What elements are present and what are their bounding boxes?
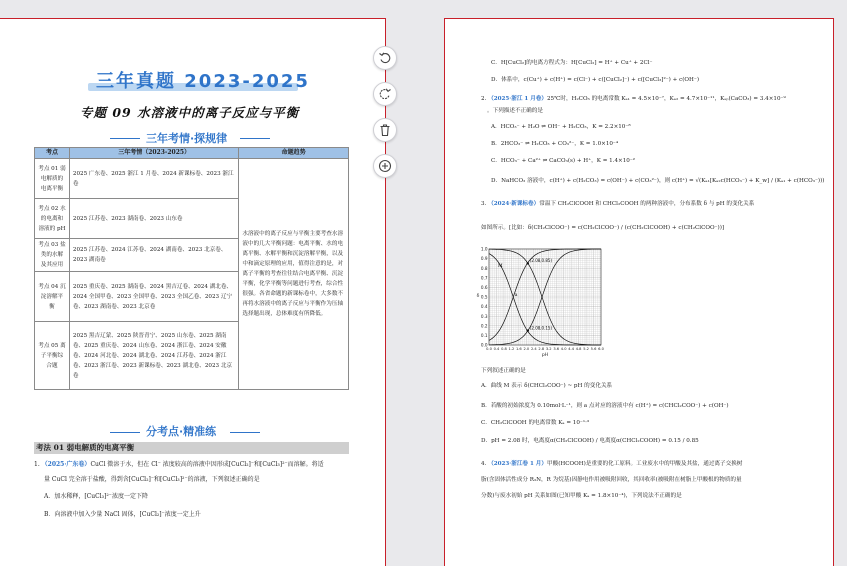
x-tick-label: 6.0	[598, 347, 604, 351]
section-decoration-right	[240, 138, 270, 139]
x-tick-label: 1.6	[516, 347, 522, 351]
rotate-right-icon	[378, 87, 392, 101]
x-tick-label: 0.8	[501, 347, 507, 351]
x-axis-label: pH	[541, 353, 549, 358]
x-tick-label: 0.0	[486, 347, 492, 351]
question-number: 3.	[481, 201, 487, 207]
question-4	[481, 460, 742, 469]
y-tick-label: 0.3	[480, 313, 488, 319]
section-title-practice: 分考点·精准练	[146, 425, 217, 438]
question-text: 脂(含固体活性成分 R₃N，R 为烷基)因静电作用被吸附回收，其回收率(被吸附在树脂上甲酸根的物质的量	[481, 477, 742, 483]
x-tick-label: 5.6	[590, 347, 597, 351]
question-1: 1. （2025·广东卷）CuCl 微溶于水，但在 Cl⁻ 浓度较高的溶液中因形成[CuCl₂]⁻和[CuCl₃]²⁻而溶解。将适	[34, 461, 324, 468]
table-row	[35, 159, 349, 199]
x-tick-label: 4.4	[568, 347, 574, 351]
annotation-label: M	[497, 264, 503, 270]
question-text: 25℃时，H₂CO₃ 的电离常数 Kₐ₁ = 4.5×10⁻⁷，Kₐ₂ = 4.7×10⁻¹¹，Kₛₚ(CaCO₃) = 3.4×10⁻⁹	[547, 96, 786, 102]
chart-svg	[475, 245, 609, 363]
table-cell: 2025 广东卷、2025 浙江 1 月卷、2024 新课标卷、2023 浙江卷	[69, 159, 238, 199]
table-cell: 考点 02 水的电离和溶液的 pH	[35, 199, 70, 239]
question-text: 。下列描述不正确的是	[487, 108, 543, 114]
table-header: 命题趋势	[239, 148, 349, 159]
question-2	[481, 95, 786, 104]
question-text: 常温下 CH₂ClCOOH 和 CHCl₂COOH 的两种溶液中，分布系数 δ 与 pH 的变化关系	[539, 201, 755, 207]
x-tick-label: 3.6	[553, 347, 560, 351]
option-a: A．曲线 M 表示 δ(CHCl₂COO⁻) ~ pH 的变化关系	[481, 383, 613, 389]
question-number: 4.	[481, 461, 487, 467]
option-b: B．向溶液中加入少量 NaCl 固体，[CuCl₂]⁻浓度一定上升	[44, 511, 201, 518]
y-tick-label: 0.9	[480, 256, 488, 262]
trend-cell: 水溶液中的离子反应与平衡主要考查水溶液中的几大平衡问题：电离平衡、水的电离平衡、水解平衡和沉淀溶解平衡，以及中和滴定原理的应用，值得注意的是，对离子平衡的考查往往结合电离平衡、沉淀平衡，化学平衡等问题进行考查，综合性很强。各省命题的新课标卷中，大多数不再将水溶液中的离子反应与平衡作为压轴选择题出现，总体难度有所降低。	[239, 159, 349, 390]
table-cell: 考点 03 盐类的水解及其应用	[35, 239, 70, 272]
x-tick-label: 3.2	[545, 347, 552, 351]
annotation-label: a	[514, 293, 518, 298]
option-a: A．HCO₃⁻ + H₂O ⇌ OH⁻ + H₂CO₃，K = 2.2×10⁻⁸	[491, 124, 631, 130]
table-cell: 2025 黑吉辽蒙、2025 陕晋青宁、2025 山东卷、2025 湖南卷、2025 重庆卷、2024 山东卷、2024 浙江卷、2024 安徽卷、2024 河北卷、2024 湖北卷、2024 江苏卷、2024 浙江卷、2023 浙江卷、2023 新课标卷、2023 湖北卷、2023 北京卷	[69, 322, 238, 390]
option-d: D．NaHCO₃ 溶液中，c(H⁺) + c(H₂CO₃) = c(OH⁻) + c(CO₃²⁻)，则 c(H⁺) = √(Kₐ₁[Kₐ₂c(HCO₃⁻) + K_w] / (Kₐ₁ + c(HCO₃⁻)))	[491, 178, 825, 184]
question-text: 分数)与废水初始 pH 关系如图(已知甲酸 Kₐ = 1.8×10⁻⁴)，下列说法不正确的是	[481, 493, 682, 499]
right-page[interactable]	[444, 18, 834, 566]
topic-title: 专题 09 水溶液中的离子反应与平衡	[80, 105, 300, 120]
y-tick-label: 0.0	[480, 342, 488, 348]
table-cell: 2025 江苏卷、2024 江苏卷、2024 湖南卷、2023 北京卷、2023 湖南卷	[69, 239, 238, 272]
option-b: B．2HCO₃⁻ ⇌ H₂CO₃ + CO₃²⁻，K = 1.0×10⁻⁴	[491, 141, 619, 147]
x-tick-label: 0.4	[493, 347, 500, 351]
section-title-trends: 三年考情·探规律	[146, 132, 228, 145]
main-title: 三年真题 2023-2025	[96, 71, 310, 92]
y-tick-label: 0.2	[480, 323, 488, 329]
question-text: 如图所示。[比如：δ(CH₂ClCOO⁻) = c(CH₂ClCOO⁻) / (c(CH₂ClCOOH) + c(CH₂ClCOO⁻))]	[481, 225, 725, 231]
y-tick-label: 0.6	[480, 285, 488, 290]
x-tick-label: 4.0	[560, 347, 567, 351]
x-tick-label: 2.8	[538, 347, 545, 351]
section-decoration-left	[110, 432, 140, 433]
data-point	[527, 329, 529, 331]
data-point	[527, 262, 529, 264]
question-text: 甲酸(HCOOH)是重要的化工原料。工业废水中的甲酸及其盐，通过离子交换树	[547, 461, 743, 467]
table-cell: 考点 01 弱电解质的电离平衡	[35, 159, 70, 199]
question-number: 2.	[481, 96, 487, 102]
data-label: (2.08,0.85)	[529, 258, 553, 264]
y-axis-label: δ	[476, 294, 480, 299]
add-button[interactable]	[373, 154, 397, 178]
exam-stats-table	[34, 147, 349, 390]
option-c: C．HCO₃⁻ + Ca²⁺ ⇌ CaCO₃(s) + H⁺，K = 1.4×10⁻²	[491, 158, 636, 164]
x-tick-label: 4.8	[575, 347, 582, 351]
x-tick-label: 2.4	[530, 347, 537, 351]
rotate-left-button[interactable]	[373, 46, 397, 70]
y-tick-label: 0.1	[480, 333, 488, 338]
question-text: CuCl 微溶于水，但在 Cl⁻ 浓度较高的溶液中因形成[CuCl₂]⁻和[CuCl₃]²⁻而溶解。将适	[90, 461, 324, 468]
table-cell: 2025 江苏卷、2023 湖南卷、2023 山东卷	[69, 199, 238, 239]
rotate-right-button[interactable]	[373, 82, 397, 106]
x-tick-label: 1.2	[508, 347, 515, 351]
rotate-left-icon	[378, 51, 392, 65]
section-decoration-right	[230, 432, 260, 433]
question-tag: （2023·浙江卷 1 月）	[488, 461, 547, 467]
question-text: 量 CuCl 完全溶于盐酸，得到含[CuCl₂]⁻和[CuCl₃]²⁻的溶液，下列叙述正确的是	[44, 476, 260, 483]
section-decoration-left	[110, 138, 140, 139]
table-header: 考点	[35, 148, 70, 159]
left-page[interactable]	[0, 18, 386, 566]
y-tick-label: 0.5	[480, 294, 488, 300]
y-tick-label: 0.4	[480, 304, 488, 310]
table-header: 三年考情（2023-2025）	[69, 148, 238, 159]
y-tick-label: 1.0	[480, 246, 488, 252]
table-cell: 考点 04 沉淀溶解平衡	[35, 272, 70, 322]
data-label: (2.08,0.15)	[529, 325, 553, 331]
table-cell: 考点 05 离子平衡综合题	[35, 322, 70, 390]
question-3	[481, 200, 754, 209]
question-tag: （2024·新课标卷）	[488, 201, 540, 207]
question-tag: （2025·广东卷）	[41, 461, 91, 468]
table-cell: 2025 重庆卷、2025 湖南卷、2024 黑吉辽卷、2024 湖北卷、2024 全国甲卷、2023 全国甲卷、2023 全国乙卷、2023 辽宁卷、2023 湖南卷、2023 北京卷	[69, 272, 238, 322]
x-tick-label: 2.0	[523, 347, 530, 351]
delete-button[interactable]	[373, 118, 397, 142]
plus-circle-icon	[378, 159, 392, 173]
y-tick-label: 0.8	[480, 265, 488, 271]
option-d: D．体系中，c(Cu⁺) + c(H⁺) = c(Cl⁻) + c([CuCl₂]⁻) + c([CuCl₃]²⁻) + c(OH⁻)	[491, 77, 700, 83]
option-d: D．pH = 2.08 时，电离度α(CH₂ClCOOH) / 电离度α(CHCl₂COOH) = 0.15 / 0.85	[481, 438, 699, 444]
option-c: C．CH₂ClCOOH 的电离常数 Kₐ = 10⁻¹·³	[481, 420, 590, 426]
trash-icon	[378, 123, 392, 137]
option-b: B．若酸的初始浓度为 0.10mol·L⁻¹，则 a 点对应的溶液中有 c(H⁺) = c(CHCl₂COO⁻) + c(OH⁻)	[481, 403, 729, 409]
option-a: A．加水稀释，[CuCl₃]²⁻浓度一定下降	[44, 493, 148, 500]
question-tag: （2025·浙江 1 月卷）	[488, 96, 547, 102]
option-c: C．H[CuCl₂]的电离方程式为：H[CuCl₂] = H⁺ + Cu⁺ + 2Cl⁻	[491, 60, 653, 66]
y-tick-label: 0.7	[480, 275, 488, 281]
distribution-chart	[475, 245, 609, 363]
x-tick-label: 5.2	[583, 347, 589, 351]
question-prompt: 下列叙述正确的是	[481, 368, 526, 374]
sub-section-label: 考法 01 弱电解质的电离平衡	[36, 443, 135, 452]
